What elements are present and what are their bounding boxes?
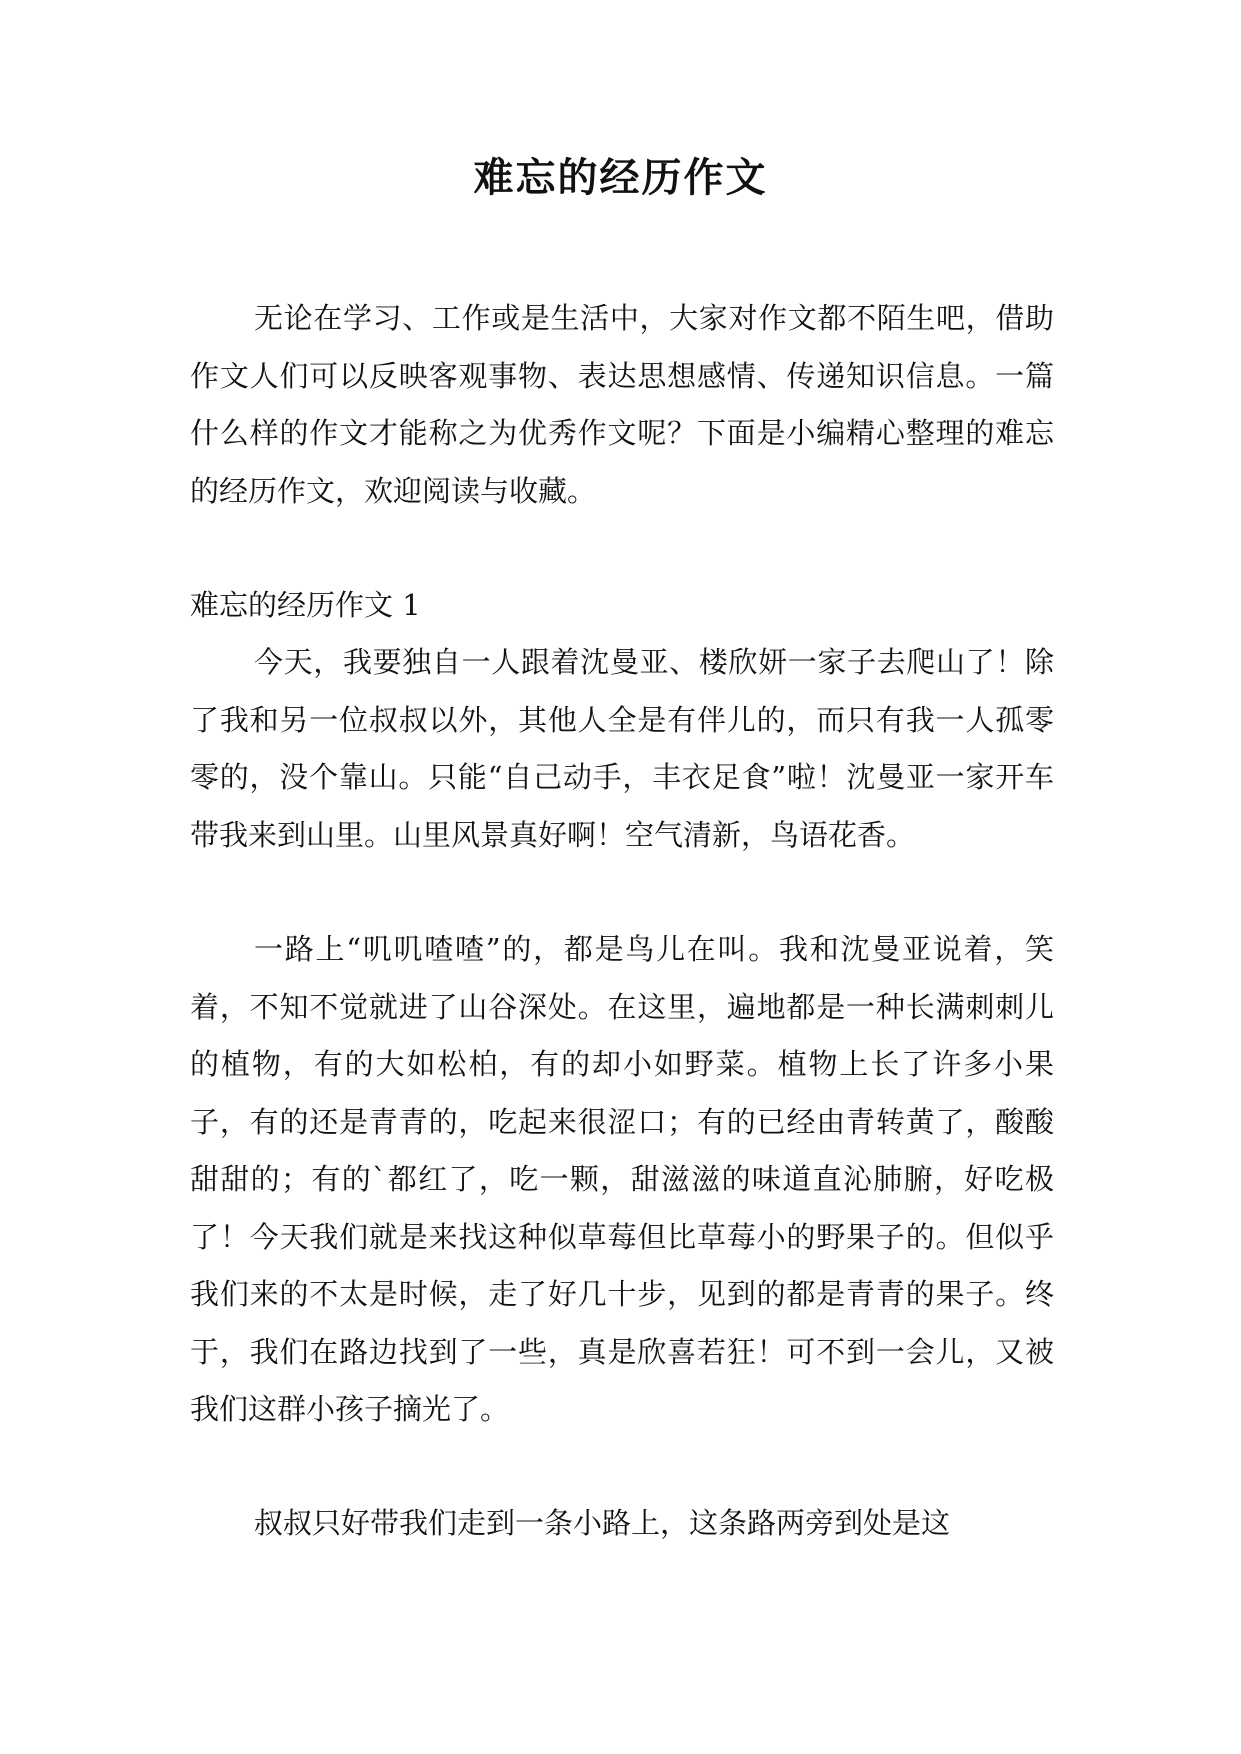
- body-paragraph: 叔叔只好带我们走到一条小路上，这条路两旁到处是这: [254, 1506, 951, 1540]
- document-title: 难忘的经历作文: [473, 155, 768, 201]
- body-paragraph: 今天，我要独自一人跟着沈曼亚、楼欣妍一家子去爬山了！除了我和另一位叔叔以外，其他人全是有伴儿的，而只有我一人孤零零的，没个靠山。只能“自己动手，丰衣足食”啦！沈曼亚一家开车带我来到山里。山里风景真好啊！空气清新，鸟语花香。: [190, 645, 1054, 852]
- intro-paragraph: 无论在学习、工作或是生活中，大家对作文都不陌生吧，借助作文人们可以反映客观事物、表达思想感情、传递知识信息。一篇什么样的作文才能称之为优秀作文呢？下面是小编精心整理的难忘的经历作文，欢迎阅读与收藏。: [190, 301, 1054, 508]
- section-heading: 难忘的经历作文 1: [190, 588, 421, 622]
- body-paragraph: 一路上“叽叽喳喳”的，都是鸟儿在叫。我和沈曼亚说着，笑着，不知不觉就进了山谷深处。在这里，遍地都是一种长满刺刺儿的植物，有的大如松柏，有的却小如野菜。植物上长了许多小果子，有的还是青青的，吃起来很涩口；有的已经由青转黄了，酸酸甜甜的；有的`都红了，吃一颗，甜滋滋的味道直沁肺腑，好吃极了！今天我们就是来找这种似草莓但比草莓小的野果子的。但似乎我们来的不太是时候，走了好几十步，见到的都是青青的果子。终于，我们在路边找到了一些，真是欣喜若狂！可不到一会儿，又被我们这群小孩子摘光了。: [190, 932, 1054, 1426]
